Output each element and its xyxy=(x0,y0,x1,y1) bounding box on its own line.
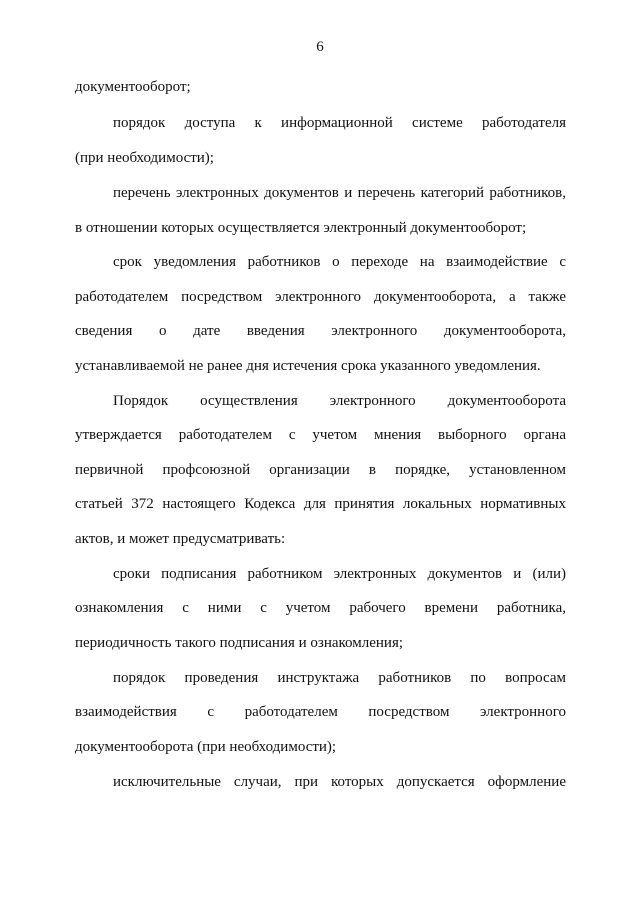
text-line-1: документооборот; xyxy=(75,79,191,95)
text-line-18: порядок проведения инструктажа работников по вопросам xyxy=(113,670,566,686)
text-line-14: актов, и может предусматривать: xyxy=(75,531,286,547)
text-line-4: перечень электронных документов и перечень категорий работников, xyxy=(113,185,566,201)
text-line-6: срок уведомления работников о переходе на взаимодействие с xyxy=(113,254,566,270)
page-number: 6 xyxy=(316,39,324,55)
text-line-20: документооборота (при необходимости); xyxy=(75,739,337,755)
text-line-15: сроки подписания работником электронных документов и (или) xyxy=(113,566,566,582)
text-line-3: (при необходимости); xyxy=(75,150,214,166)
text-line-7: работодателем посредством электронного документооборота, а также xyxy=(75,289,566,305)
text-line-21: исключительные случаи, при которых допускается оформление xyxy=(113,774,566,790)
text-line-8: сведения о дате введения электронного документооборота, xyxy=(75,323,566,339)
text-line-10: Порядок осуществления электронного документооборота xyxy=(113,393,566,409)
text-line-5: в отношении которых осуществляется электронный документооборот; xyxy=(75,220,527,236)
text-line-12: первичной профсоюзной организации в порядке, установленном xyxy=(75,462,566,478)
text-line-16: ознакомления с ними с учетом рабочего времени работника, xyxy=(75,600,566,616)
text-line-11: утверждается работодателем с учетом мнения выборного органа xyxy=(75,427,566,443)
text-line-2: порядок доступа к информационной системе работодателя xyxy=(113,115,566,131)
text-line-19: взаимодействия с работодателем посредством электронного xyxy=(75,704,566,720)
text-line-17: периодичность такого подписания и ознакомления; xyxy=(75,635,404,651)
text-line-9: устанавливаемой не ранее дня истечения срока указанного уведомления. xyxy=(75,358,541,374)
text-line-13: статьей 372 настоящего Кодекса для принятия локальных нормативных xyxy=(75,496,566,512)
